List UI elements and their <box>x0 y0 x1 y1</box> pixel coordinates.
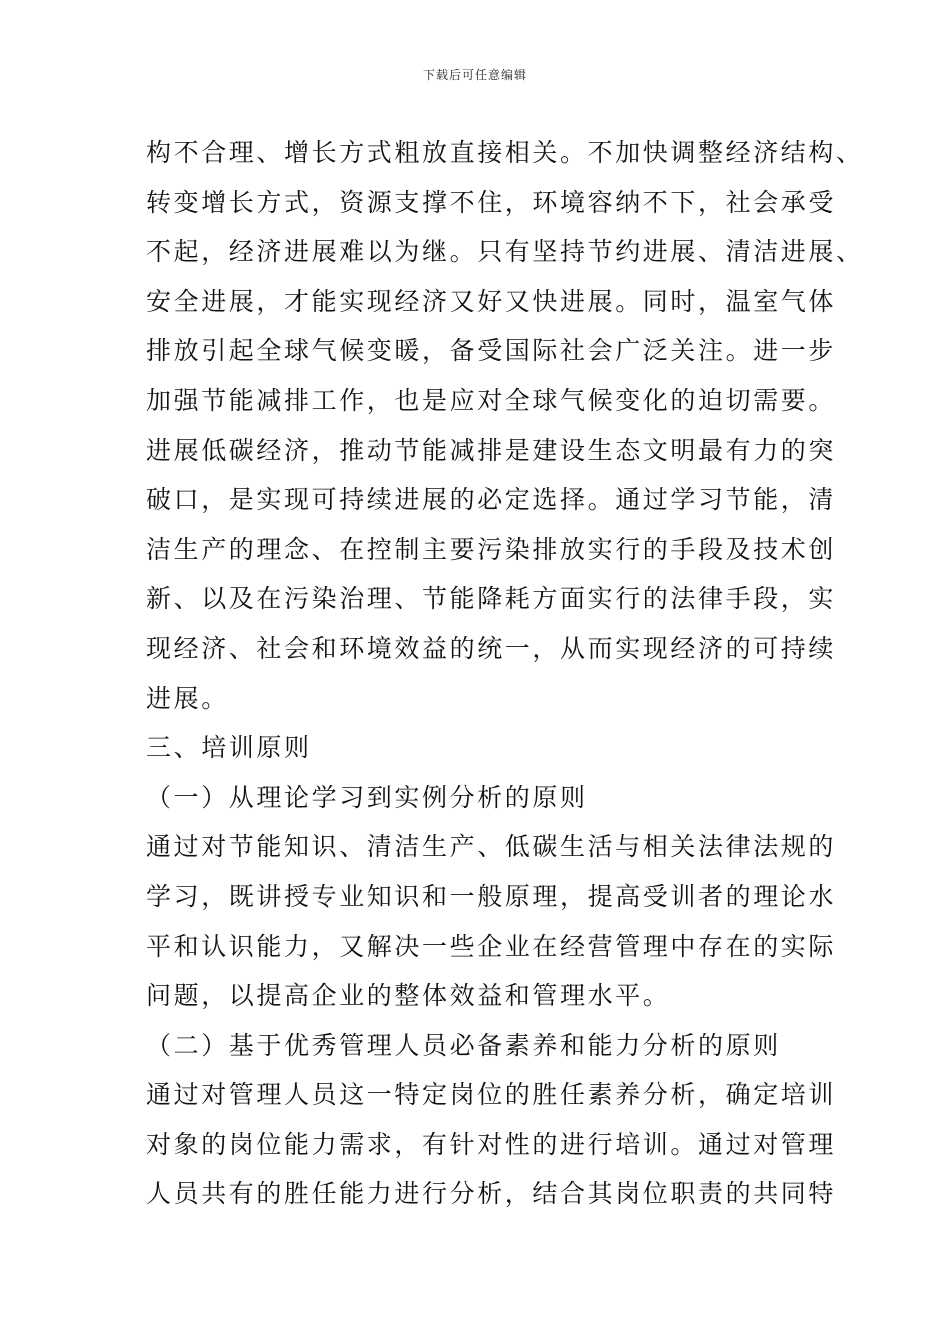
page-header: 下载后可任意编辑 <box>422 68 527 82</box>
text-line: 加强节能减排工作，也是应对全球气候变化的迫切需要。 <box>146 385 837 415</box>
text-line: 安全进展，才能实现经济又好又快进展。同时，温室气体 <box>146 286 837 316</box>
text-line: 问题，以提高企业的整体效益和管理水平。 <box>146 981 671 1011</box>
text-line: 通过对节能知识、清洁生产、低碳生活与相关法律法规的 <box>146 832 837 862</box>
subsection-heading: （二）基于优秀管理人员必备素养和能力分析的原则 <box>146 1030 781 1060</box>
text-line: 排放引起全球气候变暖，备受国际社会广泛关注。进一步 <box>146 336 837 366</box>
text-line: 转变增长方式，资源支撑不住，环境容纳不下，社会承受 <box>146 187 837 217</box>
text-line: 进展。 <box>146 683 229 713</box>
text-line: 现经济、社会和环境效益的统一，从而实现经济的可持续 <box>146 633 837 663</box>
text-line: 破口，是实现可持续进展的必定选择。通过学习节能，清 <box>146 485 837 515</box>
text-line: 构不合理、增长方式粗放直接相关。不加快调整经济结构、 <box>146 138 864 167</box>
text-line: 不起，经济进展难以为继。只有坚持节约进展、清洁进展、 <box>146 237 864 267</box>
text-line: 对象的岗位能力需求，有针对性的进行培训。通过对管理 <box>146 1129 837 1159</box>
subsection-heading: （一）从理论学习到实例分析的原则 <box>146 782 588 812</box>
section-heading: 三、培训原则 <box>146 733 312 763</box>
text-line: 洁生产的理念、在控制主要污染排放实行的手段及技术创 <box>146 534 837 564</box>
text-line: 人员共有的胜任能力进行分析，结合其岗位职责的共同特 <box>146 1179 837 1209</box>
text-line: 新、以及在污染治理、节能降耗方面实行的法律手段，实 <box>146 584 837 614</box>
text-line: 平和认识能力，又解决一些企业在经营管理中存在的实际 <box>146 931 837 961</box>
text-line: 学习，既讲授专业知识和一般原理，提高受训者的理论水 <box>146 881 837 911</box>
text-line: 通过对管理人员这一特定岗位的胜任素养分析，确定培训 <box>146 1080 837 1110</box>
document-body <box>146 128 864 1219</box>
text-line: 进展低碳经济，推动节能减排是建设生态文明最有力的突 <box>146 435 837 465</box>
